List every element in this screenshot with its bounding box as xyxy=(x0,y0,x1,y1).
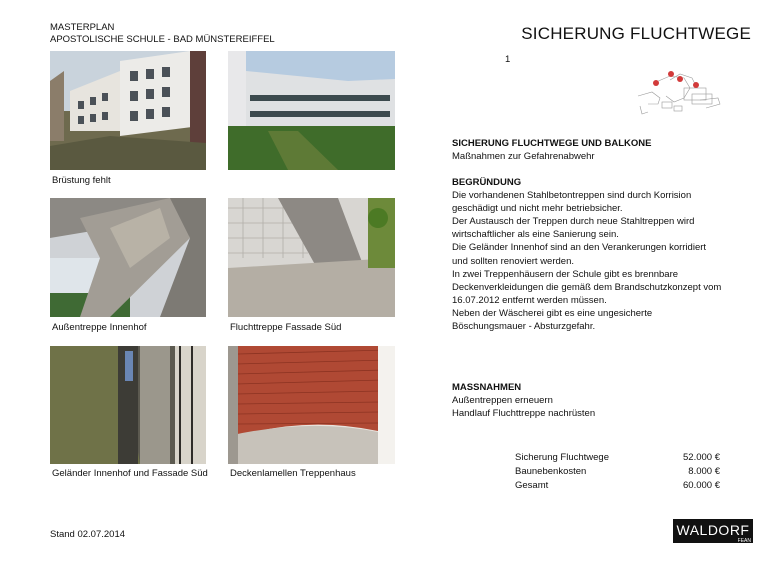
begruendung-line: und sollten renoviert werden. xyxy=(452,255,574,267)
begruendung-line: Der Austausch der Treppen durch neue Stahltreppen wird xyxy=(452,216,695,228)
document-header xyxy=(50,22,275,46)
begruendung-line: wirtschaftlicher als eine Sanierung sein. xyxy=(452,229,619,241)
massnahmen-heading: MASSNAHMEN xyxy=(452,382,522,393)
footer-date: Stand 02.07.2014 xyxy=(50,529,126,540)
photo-caption-5: Geländer Innenhof und Fassade Süd xyxy=(52,468,208,479)
map-marker-4 xyxy=(693,82,699,88)
photo-caption-6: Deckenlamellen Treppenhaus xyxy=(230,468,356,479)
photo-caption-4: Fluchttreppe Fassade Süd xyxy=(230,322,342,333)
begruendung-line: Deckenverkleidungen die gemäß dem Brandschutzkonzept vom xyxy=(452,281,722,293)
massnahmen-line: Handlauf Fluchttreppe nachrüsten xyxy=(452,408,596,420)
begruendung-line: Böschungsmauer - Absturzgefahr. xyxy=(452,321,596,333)
cost-label: Baunebenkosten xyxy=(515,466,587,477)
begruendung-line: 16.07.2012 entfernt werden müssen. xyxy=(452,294,607,306)
cost-row xyxy=(515,452,720,466)
header-line-2: APOSTOLISCHE SCHULE - BAD MÜNSTEREIFFEL xyxy=(50,34,275,45)
section-begruendung xyxy=(452,176,752,333)
begruendung-line: In zwei Treppenhäusern der Schule gibt es brennbare xyxy=(452,268,679,280)
logo-subtext: FEAN xyxy=(737,538,751,544)
photo-exterior-stair xyxy=(50,198,206,317)
section-subheading: Maßnahmen zur Gefahrenabwehr xyxy=(452,151,595,163)
logo-text: WALDORF xyxy=(676,522,750,538)
massnahmen-line: Außentreppen erneuern xyxy=(452,395,553,407)
map-marker-3 xyxy=(677,76,683,82)
header-line-1: MASTERPLAN xyxy=(50,22,115,33)
photo-caption-1: Brüstung fehlt xyxy=(52,175,111,186)
page-title: SICHERUNG FLUCHTWEGE xyxy=(521,24,751,43)
cost-value: 8.000 € xyxy=(688,466,720,477)
begruendung-line: Neben der Wäscherei gibt es eine ungesicherte xyxy=(452,307,653,319)
company-logo xyxy=(673,519,753,543)
section-measures-header xyxy=(452,137,752,163)
section-massnahmen xyxy=(452,381,752,420)
begruendung-line: Die Geländer Innenhof sind an den Verankerungen korridiert xyxy=(452,242,707,254)
site-plan-map xyxy=(634,68,724,126)
photo-building-exterior xyxy=(50,51,206,170)
cost-row xyxy=(515,480,720,494)
photo-ceiling-slats xyxy=(228,346,395,464)
begruendung-line: Die vorhandenen Stahlbetontreppen sind durch Korrision xyxy=(452,190,692,202)
cost-label: Sicherung Fluchtwege xyxy=(515,452,609,463)
cost-value: 52.000 € xyxy=(683,452,720,463)
map-marker-2 xyxy=(668,71,674,77)
begruendung-heading: BEGRÜNDUNG xyxy=(452,177,522,188)
section-heading: SICHERUNG FLUCHTWEGE UND BALKONE xyxy=(452,138,652,149)
cost-value: 60.000 € xyxy=(683,480,720,491)
page-number: 1 xyxy=(505,54,511,65)
begruendung-line: geschädigt und nicht mehr betriebsicher. xyxy=(452,203,623,215)
photo-railing xyxy=(50,346,206,464)
cost-label: Gesamt xyxy=(515,480,549,491)
map-marker-1 xyxy=(653,80,659,86)
photo-caption-3: Außentreppe Innenhof xyxy=(52,322,147,333)
cost-table xyxy=(515,452,720,494)
photo-courtyard xyxy=(228,51,395,170)
cost-row xyxy=(515,466,720,480)
photo-escape-stair xyxy=(228,198,395,317)
